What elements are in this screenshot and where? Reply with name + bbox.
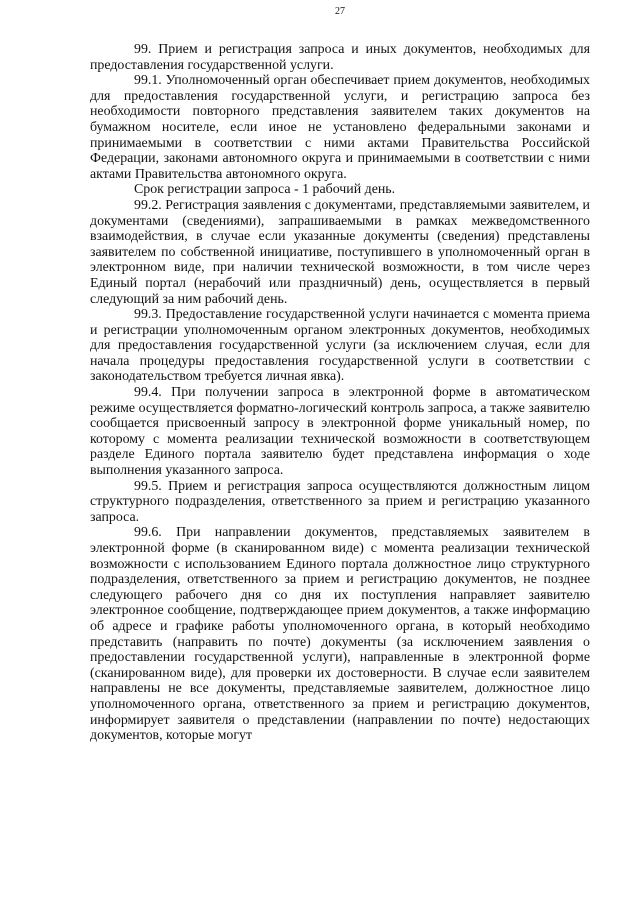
paragraph-99-5: 99.5. Прием и регистрация запроса осуществляются должностным лицом структурного подразделения, ответственного за прием и регистрацию указанного запроса. [90,478,590,525]
paragraph-registration-term: Срок регистрации запроса - 1 рабочий день. [134,182,396,198]
paragraph-99-6: 99.6. При направлении документов, представляемых заявителем в электронной форме (в сканированном виде) с момента реализации технической возможности с использованием Единого портала должностное лицо структурного подразделения, ответственного за прием и регистрацию документов, не позднее следующего рабочего дня со дня их поступления направляет заявителю электронное сообщение, подтверждающее прием документов, а также информацию об адресе и графике работы уполномоченного органа, в который необходимо представить (направить по почте) документы (за исключением заявления о предоставлении государственной услуги), направленные в электронной форме (сканированном виде), для проверки их достоверности. В случае если заявителем направлены не все документы, представляемые заявителем, должностное лицо уполномоченного органа, ответственного за прием и регистрацию документов, информирует заявителя о представлении (направлении по почте) недостающих документов, которые могут [90,525,590,744]
page-number: 27 [335,6,345,17]
paragraph-99-2: 99.2. Регистрация заявления с документами, представляемыми заявителем, и документами (сведениями), запрашиваемыми в рамках межведомственного взаимодействия, в случае если указанные документы (сведения) представлены заявителем по собственной инициативе, поступившего в уполномоченный орган в электронном виде, при наличии технической возможности, в том числе через Единый портал (нерабочий или праздничный) день, осуществляется в первый следующий за ним рабочий день. [90,197,590,307]
paragraph-99-1: 99.1. Уполномоченный орган обеспечивает прием документов, необходимых для предоставления государственной услуги, и регистрацию запроса без необходимости повторного представления заявителем таких документов на бумажном носителе, если иное не установлено федеральными законами и принимаемыми в соответствии с ними актами Правительства Российской Федерации, законами автономного округа и принимаемыми в соответствии с ними актами Правительства автономного округа. [90,73,590,182]
paragraph-99-3: 99.3. Предоставление государственной услуги начинается с момента приема и регистрации уполномоченным органом электронных документов, необходимых для предоставления государственной услуги (за исключением случая, если для начала процедуры предоставления государственной услуги в соответствии с законодательством требуется личная явка). [90,307,590,385]
paragraph-99: 99. Прием и регистрация запроса и иных документов, необходимых для предоставления государственной услуги. [90,42,590,73]
paragraph-99-4: 99.4. При получении запроса в электронной форме в автоматическом режиме осуществляется форматно-логический контроль запроса, а также заявителю сообщается присвоенный запросу в электронной форме уникальный номер, по которому с момента реализации технической возможности в соответствующем разделе Единого портала заявителю будет представлена информация о ходе выполнения указанного запроса. [90,385,590,479]
